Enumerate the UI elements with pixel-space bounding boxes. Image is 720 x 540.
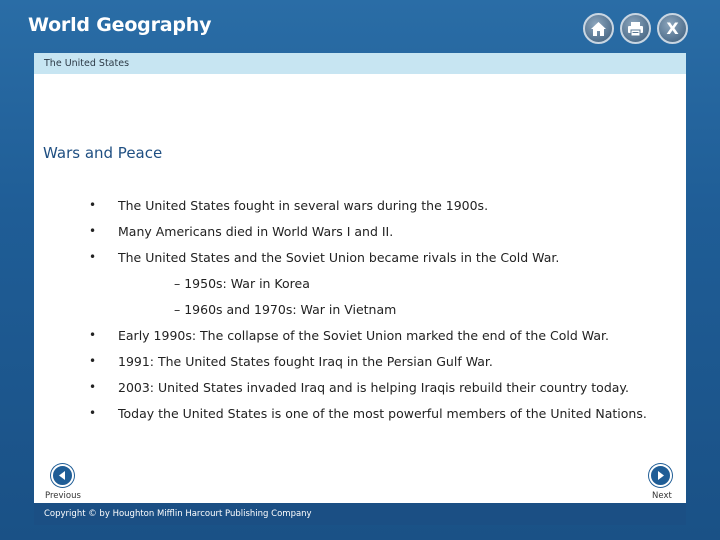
bullet-marker: • <box>89 198 97 212</box>
slide-subtitle: The United States <box>44 58 130 69</box>
arrow-left-icon <box>57 470 68 481</box>
bullet-text: The United States fought in several wars during the 1900s. <box>118 198 489 213</box>
bullet-text: Many Americans died in World Wars I and II. <box>118 224 394 239</box>
next-button[interactable] <box>649 464 672 487</box>
bullet-marker: • <box>89 354 97 368</box>
app-title: World Geography <box>28 14 212 36</box>
bullet-text: 2003: United States invaded Iraq and is helping Iraqis rebuild their country today. <box>118 380 630 395</box>
previous-button[interactable] <box>51 464 74 487</box>
close-button[interactable] <box>657 13 688 44</box>
bullet-marker: • <box>89 328 97 342</box>
subtitle-bar <box>34 53 686 74</box>
print-icon <box>627 21 644 37</box>
copyright-text: Copyright © by Houghton Mifflin Harcourt Publishing Company <box>44 509 312 519</box>
print-button[interactable] <box>620 13 651 44</box>
close-icon: X <box>666 18 679 38</box>
sub-bullet-text: – 1960s and 1970s: War in Vietnam <box>174 302 397 317</box>
bullet-marker: • <box>89 406 97 420</box>
previous-label[interactable]: Previous <box>45 491 81 501</box>
next-label[interactable]: Next <box>652 491 672 501</box>
home-button[interactable] <box>583 13 614 44</box>
section-heading: Wars and Peace <box>43 144 163 162</box>
bullet-text: The United States and the Soviet Union became rivals in the Cold War. <box>118 250 560 265</box>
bullet-marker: • <box>89 380 97 394</box>
slide-content <box>34 53 686 503</box>
bullet-text: 1991: The United States fought Iraq in the Persian Gulf War. <box>118 354 493 369</box>
arrow-right-icon <box>655 470 666 481</box>
footer-bar <box>34 503 686 525</box>
bullet-text: Today the United States is one of the most powerful members of the United Nations. <box>118 406 647 421</box>
sub-bullet-text: – 1950s: War in Korea <box>174 276 310 291</box>
bullet-marker: • <box>89 250 97 264</box>
top-toolbar <box>583 13 688 44</box>
home-icon <box>590 21 607 37</box>
bullet-text: Early 1990s: The collapse of the Soviet Union marked the end of the Cold War. <box>118 328 609 343</box>
bullet-marker: • <box>89 224 97 238</box>
